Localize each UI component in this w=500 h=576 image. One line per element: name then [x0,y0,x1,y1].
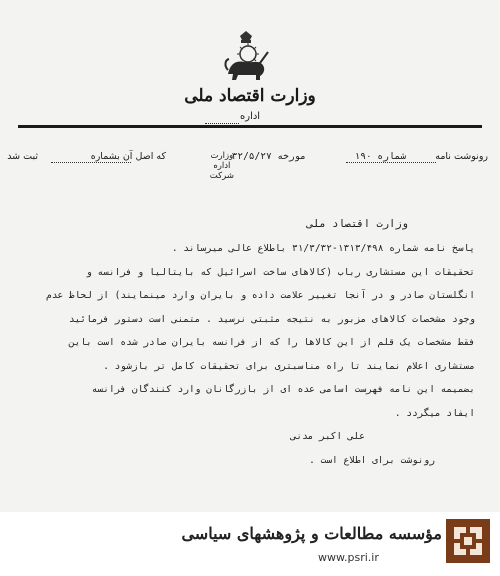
footer-watermark-bar [0,512,500,576]
institute-name: مؤسسه مطالعات و پژوهشهای سیاسی [181,524,442,543]
body-line: فقط مشخصات یک قلم از این کالاها را که از فرانسه بایران صادر شده است باین [68,337,475,348]
psri-logo-icon [446,519,490,563]
body-line: وجود مشخصات کالاهای مزبور به نتیجه مثبتی نرسید . متمنی است دستور فرمائید [68,313,475,325]
body-line: بضمیمه این نامه فهرست اسامی عده ای از بازرگانان وارد کنندگان فرانسه [91,384,475,395]
letter-number: شماره ۱۹۰ [354,151,406,162]
header-rule [18,125,482,128]
body-line: ایفاد میگردد . [394,407,475,419]
dotted-line [346,162,436,163]
stack-office: اداره [213,161,231,171]
body-line: تحقیقات این مستشاری رباب (کالاهای ساخت اسرائیل که بایتالیا و فرانسه و [86,266,475,278]
body-line: مستشاری اعلام نمایند تا راه مناسبتری برای تحقیقات کامل تر بازشود . [103,360,475,372]
signature-name: علی اکبر مدنی [290,431,365,442]
addressee: وزارت اقتصاد ملی [306,218,408,230]
body-line: انگلستان صادر و در آنجا تغییر علامت داده و بایران وارد مینمایند) از لحاظ عدم [46,290,475,301]
original-number-label: که اصل آن بشماره [90,151,166,162]
office-type-stack [210,151,234,181]
lion-and-sun-emblem [222,30,270,82]
ministry-title: وزارت اقتصاد ملی [184,86,316,106]
letter-date: مورخه ۳۲/۵/۲۷ [231,151,306,162]
office-label: اداره [240,111,261,122]
cc-note: رونوشت برای اطلاع است . [309,454,435,466]
stack-company: شرکت [209,171,234,181]
copy-label: رونوشت نامه [435,151,488,162]
stack-ministry: وزارت [210,151,234,161]
body-line: پاسخ نامه شماره ۱۳۱۳/۴۹۸-۳۱/۳/۳۲ باطلاع عالی میرساند . [171,243,475,254]
dotted-line [51,162,131,163]
institute-url[interactable]: www.psri.ir [318,551,379,564]
registered-label: ثبت شد [7,151,38,162]
letter-body [20,237,475,472]
copy-header-line [4,143,496,181]
office-dotted-line [205,123,239,124]
